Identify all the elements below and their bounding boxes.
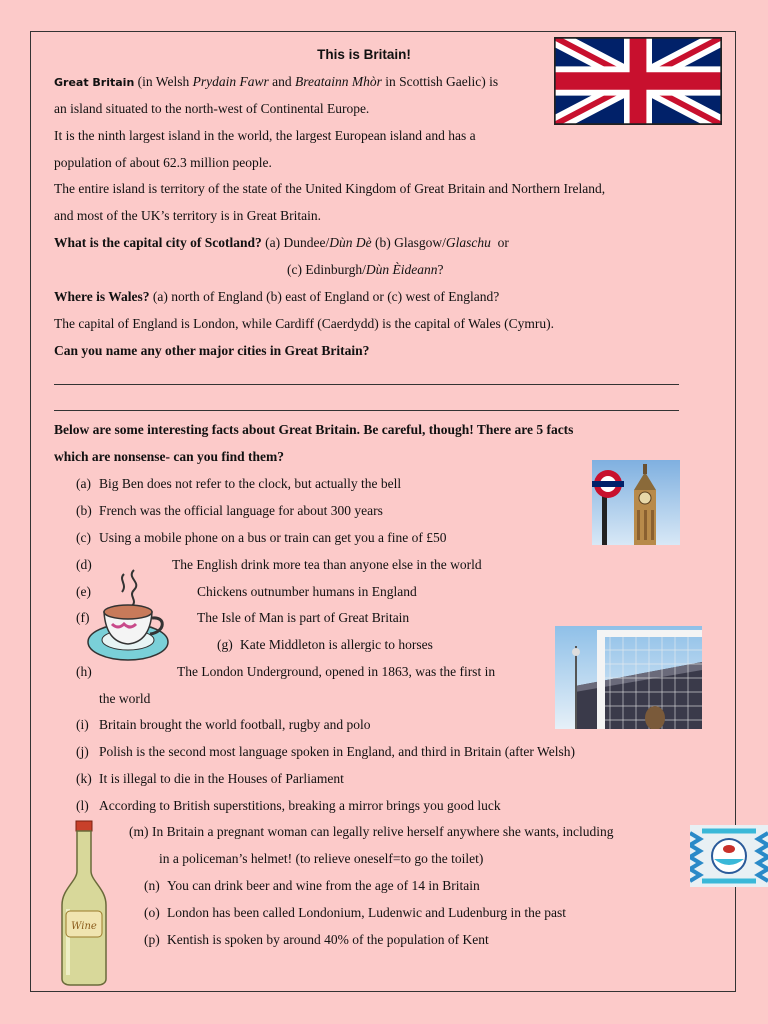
fact-text: The Isle of Man is part of Great Britain [197,610,410,625]
option-c: (c) Edinburgh/ [287,262,366,277]
fact-text: In Britain a pregnant woman can legally relive herself anywhere she wants, including [152,824,614,839]
big-ben-photo [592,460,680,545]
question-cities: Can you name any other major cities in Great Britain? [54,343,370,358]
wine-bottle-illustration [60,819,108,987]
fact-text: The English drink more tea than anyone else in the world [172,557,482,572]
fact-label: (i) [76,717,89,732]
fact-label: (o) [144,905,160,920]
option-c-gaelic: Dùn Èideann [365,262,438,277]
fact-text: You can drink beer and wine from the age of 14 in Britain [167,878,480,893]
fact-label: (m) [129,824,149,839]
fact-text: Big Ben does not refer to the clock, but actually the bell [99,476,402,491]
facts-intro-line-2: which are nonsense- can you find them? [54,449,285,464]
question-scotland-option-c [287,262,443,278]
intro-lead: Great Britain [54,76,135,89]
capitals-line: The capital of England is London, while Cardiff (Caerdydd) is the capital of Wales (Cymru). [54,316,555,331]
option-a-gaelic: Dùn Dè [329,235,372,250]
fact-text: Kate Middleton is allergic to horses [240,637,433,652]
option-b-gaelic: Glaschu [445,235,491,250]
decorative-emblem-image [690,825,768,887]
fact-text: Kentish is spoken by around 40% of the population of Kent [167,932,489,947]
fact-text-continued: in a policeman’s helmet! (to relieve oneself=to go the toilet) [159,851,484,866]
fact-text-continued: the world [99,691,151,706]
fact-label: (p) [144,932,160,947]
question-wales [54,289,499,305]
fact-label: (a) [76,476,91,491]
fact-label: (j) [76,744,89,759]
fact-text: Polish is the second most language spoken in England, and third in Britain (after Welsh) [99,744,575,759]
intro-text: (in Welsh [134,74,193,89]
fact-label: (h) [76,664,92,679]
fact-text: Britain brought the world football, rugby and polo [99,717,371,732]
fact-label: (l) [76,798,89,813]
fact-text: According to British superstitions, breaking a mirror brings you good luck [99,798,501,813]
answer-line[interactable] [54,384,679,385]
intro-line-2: an island situated to the north-west of Continental Europe. [54,101,370,116]
teacup-illustration [86,560,174,665]
intro-text: in Scottish Gaelic) is [381,74,499,89]
gaelic-name: Breatainn Mhòr [294,74,382,89]
fact-text: It is illegal to die in the Houses of Parliament [99,771,344,786]
fact-label: (c) [76,530,91,545]
option-b: (b) Glasgow/ [371,235,446,250]
question-scotland [54,235,509,251]
question-text: What is the capital city of Scotland? [54,235,262,250]
fact-text: Chickens outnumber humans in England [197,584,417,599]
union-jack-flag-image [554,37,722,125]
football-goal-photo [555,626,702,729]
fact-label: (f) [76,610,90,625]
fact-label: (k) [76,771,92,786]
option-a: (a) Dundee/ [261,235,330,250]
answer-line[interactable] [54,410,679,411]
fact-text: London has been called Londonium, Ludenwic and Ludenburg in the past [167,905,567,920]
fact-label: (n) [144,878,160,893]
facts-intro-line-1: Below are some interesting facts about Great Britain. Be careful, though! There are 5 facts [54,422,574,437]
page-title: This is Britain! [317,47,411,62]
welsh-name: Prydain Fawr [192,74,269,89]
intro-line-3: It is the ninth largest island in the world, the largest European island and has a [54,128,476,143]
fact-text: French was the official language for about 300 years [99,503,383,518]
intro-line-4: population of about 62.3 million people. [54,155,272,170]
fact-label: (g) [217,637,233,652]
or-text: or [490,235,509,250]
fact-text: The London Underground, opened in 1863, was the first in [177,664,496,679]
option-c-end: ? [437,262,444,277]
intro-line-5: The entire island is territory of the state of the United Kingdom of Great Britain and Northern Ireland, [54,181,606,196]
question-text: Where is Wales? [54,289,150,304]
fact-text: Using a mobile phone on a bus or train can get you a fine of £50 [99,530,447,545]
question-options: (a) north of England (b) east of England or (c) west of England? [149,289,500,304]
intro-line-1 [54,74,498,91]
wine-label-text: Wine [71,921,97,932]
intro-line-6: and most of the UK’s territory is in Great Britain. [54,208,321,223]
fact-label: (d) [76,557,92,572]
fact-label: (b) [76,503,92,518]
fact-label: (e) [76,584,91,599]
intro-text: and [268,74,295,89]
